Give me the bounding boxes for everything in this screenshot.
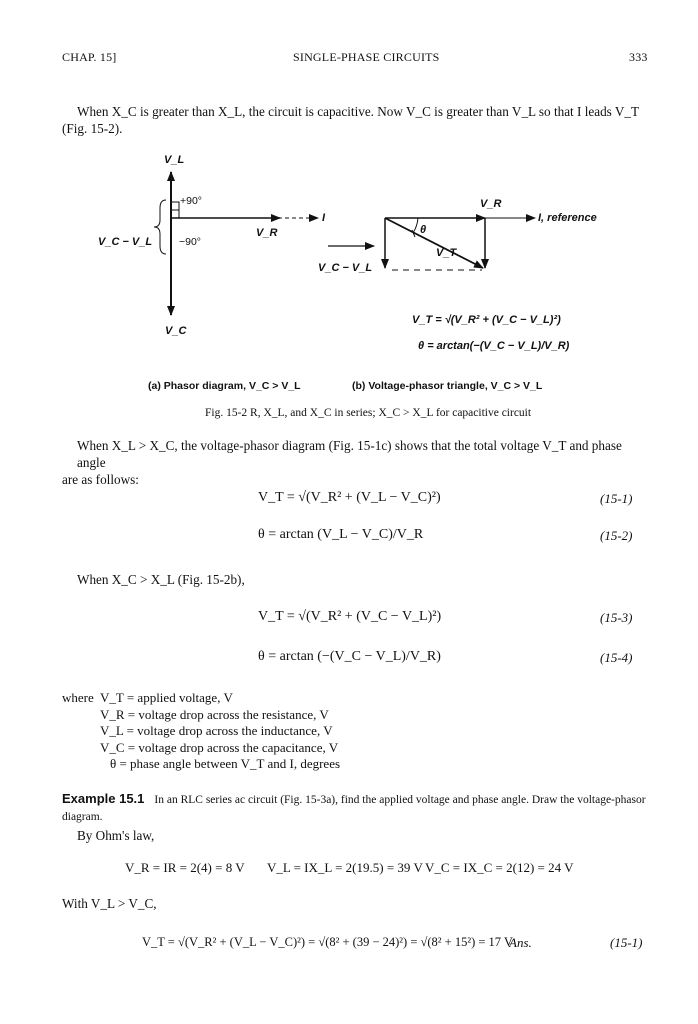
intro-line-1: When X_C is greater than X_L, the circuit is capacitive. Now V_C is greater than V_L so that I leads V_T — [77, 104, 640, 119]
label-b-vc-vl: V_C − V_L — [318, 262, 373, 274]
equation-15-2-number: (15-2) — [600, 528, 633, 543]
example-title: Example 15.1 — [62, 791, 145, 806]
where-list — [100, 690, 340, 773]
equation-15-4-number: (15-4) — [600, 650, 633, 665]
where-label: where — [62, 690, 94, 705]
para2-line-2: are as follows: — [62, 472, 139, 487]
triangle-vt — [385, 218, 483, 268]
equation-15-3-number: (15-3) — [600, 610, 633, 625]
caption-b: (b) Voltage-phasor triangle, V_C > V_L — [352, 380, 543, 392]
right-angle-mark-top — [171, 202, 179, 210]
equation-15-1: V_T = √(V_R² + (V_L − V_C)²) — [258, 490, 441, 505]
calc-vr: V_R = IR = 2(4) = 8 V — [125, 860, 245, 875]
right-angle-mark-bottom — [171, 210, 179, 218]
intro-line-2: (Fig. 15-2). — [62, 121, 123, 136]
label-b-vt: V_T — [436, 247, 457, 259]
figure-b-eq2: θ = arctan(−(V_C − V_L)/V_R) — [418, 340, 570, 352]
label-a-i: I — [322, 212, 326, 224]
phasor-figure — [0, 150, 698, 405]
label-a-vr: V_R — [256, 227, 278, 239]
where-item: V_T = applied voltage, V — [100, 690, 233, 705]
page-number: 333 — [629, 50, 648, 64]
label-a-vc-vl: V_C − V_L — [98, 236, 153, 248]
where-item: V_L = voltage drop across the inductance, V — [100, 723, 333, 738]
final-equation-number: (15-1) — [610, 935, 643, 950]
label-minus90: −90° — [179, 236, 202, 248]
equation-15-4: θ = arctan (−(V_C − V_L)/V_R) — [258, 649, 441, 664]
caption-a: (a) Phasor diagram, V_C > V_L — [148, 380, 301, 392]
ans-label: Ans. — [509, 935, 532, 950]
label-b-vr: V_R — [480, 198, 502, 210]
figure-caption: Fig. 15-2 R, X_L, and X_C in series; X_C > X_L for capacitive circuit — [205, 407, 532, 419]
running-title: SINGLE-PHASE CIRCUITS — [293, 50, 440, 64]
equation-15-1-number: (15-1) — [600, 491, 633, 506]
where-item: V_R = voltage drop across the resistance, V — [100, 706, 329, 722]
calc-vc: V_C = IX_C = 2(12) = 24 V — [425, 860, 574, 875]
label-b-theta: θ — [420, 224, 427, 236]
equation-15-3: V_T = √(V_R² + (V_C − V_L)²) — [258, 609, 442, 624]
where-item: θ = phase angle between V_T and I, degrees — [110, 756, 341, 771]
final-equation: V_T = √(V_R² + (V_L − V_C)²) = √(8² + (39 − 24)²) = √(8² + 15²) = 17 V — [142, 935, 513, 949]
with-line: With V_L > V_C, — [62, 896, 157, 911]
equation-15-2: θ = arctan (V_L − V_C)/V_R — [258, 527, 424, 542]
calc-vl: V_L = IX_L = 2(19.5) = 39 V — [267, 860, 423, 875]
label-b-ref: I, reference — [538, 212, 597, 224]
ohm-line: By Ohm's law, — [77, 828, 155, 843]
intro-paragraph — [62, 103, 652, 137]
when-xc-line: When X_C > X_L (Fig. 15-2b), — [77, 572, 245, 587]
label-a-vc: V_C — [165, 325, 187, 337]
example-line-1: In an RLC series ac circuit (Fig. 15-3a), find the applied voltage and phase angle. Draw the voltage-phasor — [154, 794, 646, 806]
brace — [154, 200, 166, 254]
paragraph-2 — [62, 437, 652, 488]
para2-line-1: When X_L > X_C, the voltage-phasor diagram (Fig. 15-1c) shows that the total voltage V_T and phase angle — [77, 438, 622, 470]
chapter-label: CHAP. 15] — [62, 50, 117, 64]
example-block — [62, 790, 662, 826]
label-a-vl: V_L — [164, 154, 185, 166]
example-line-2: diagram. — [62, 811, 103, 823]
figure-b-eq1: V_T = √(V_R² + (V_C − V_L)²) — [412, 314, 561, 326]
label-plus90: +90° — [180, 195, 203, 207]
theta-arc — [413, 218, 418, 233]
where-item: V_C = voltage drop across the capacitance, V — [100, 739, 339, 755]
